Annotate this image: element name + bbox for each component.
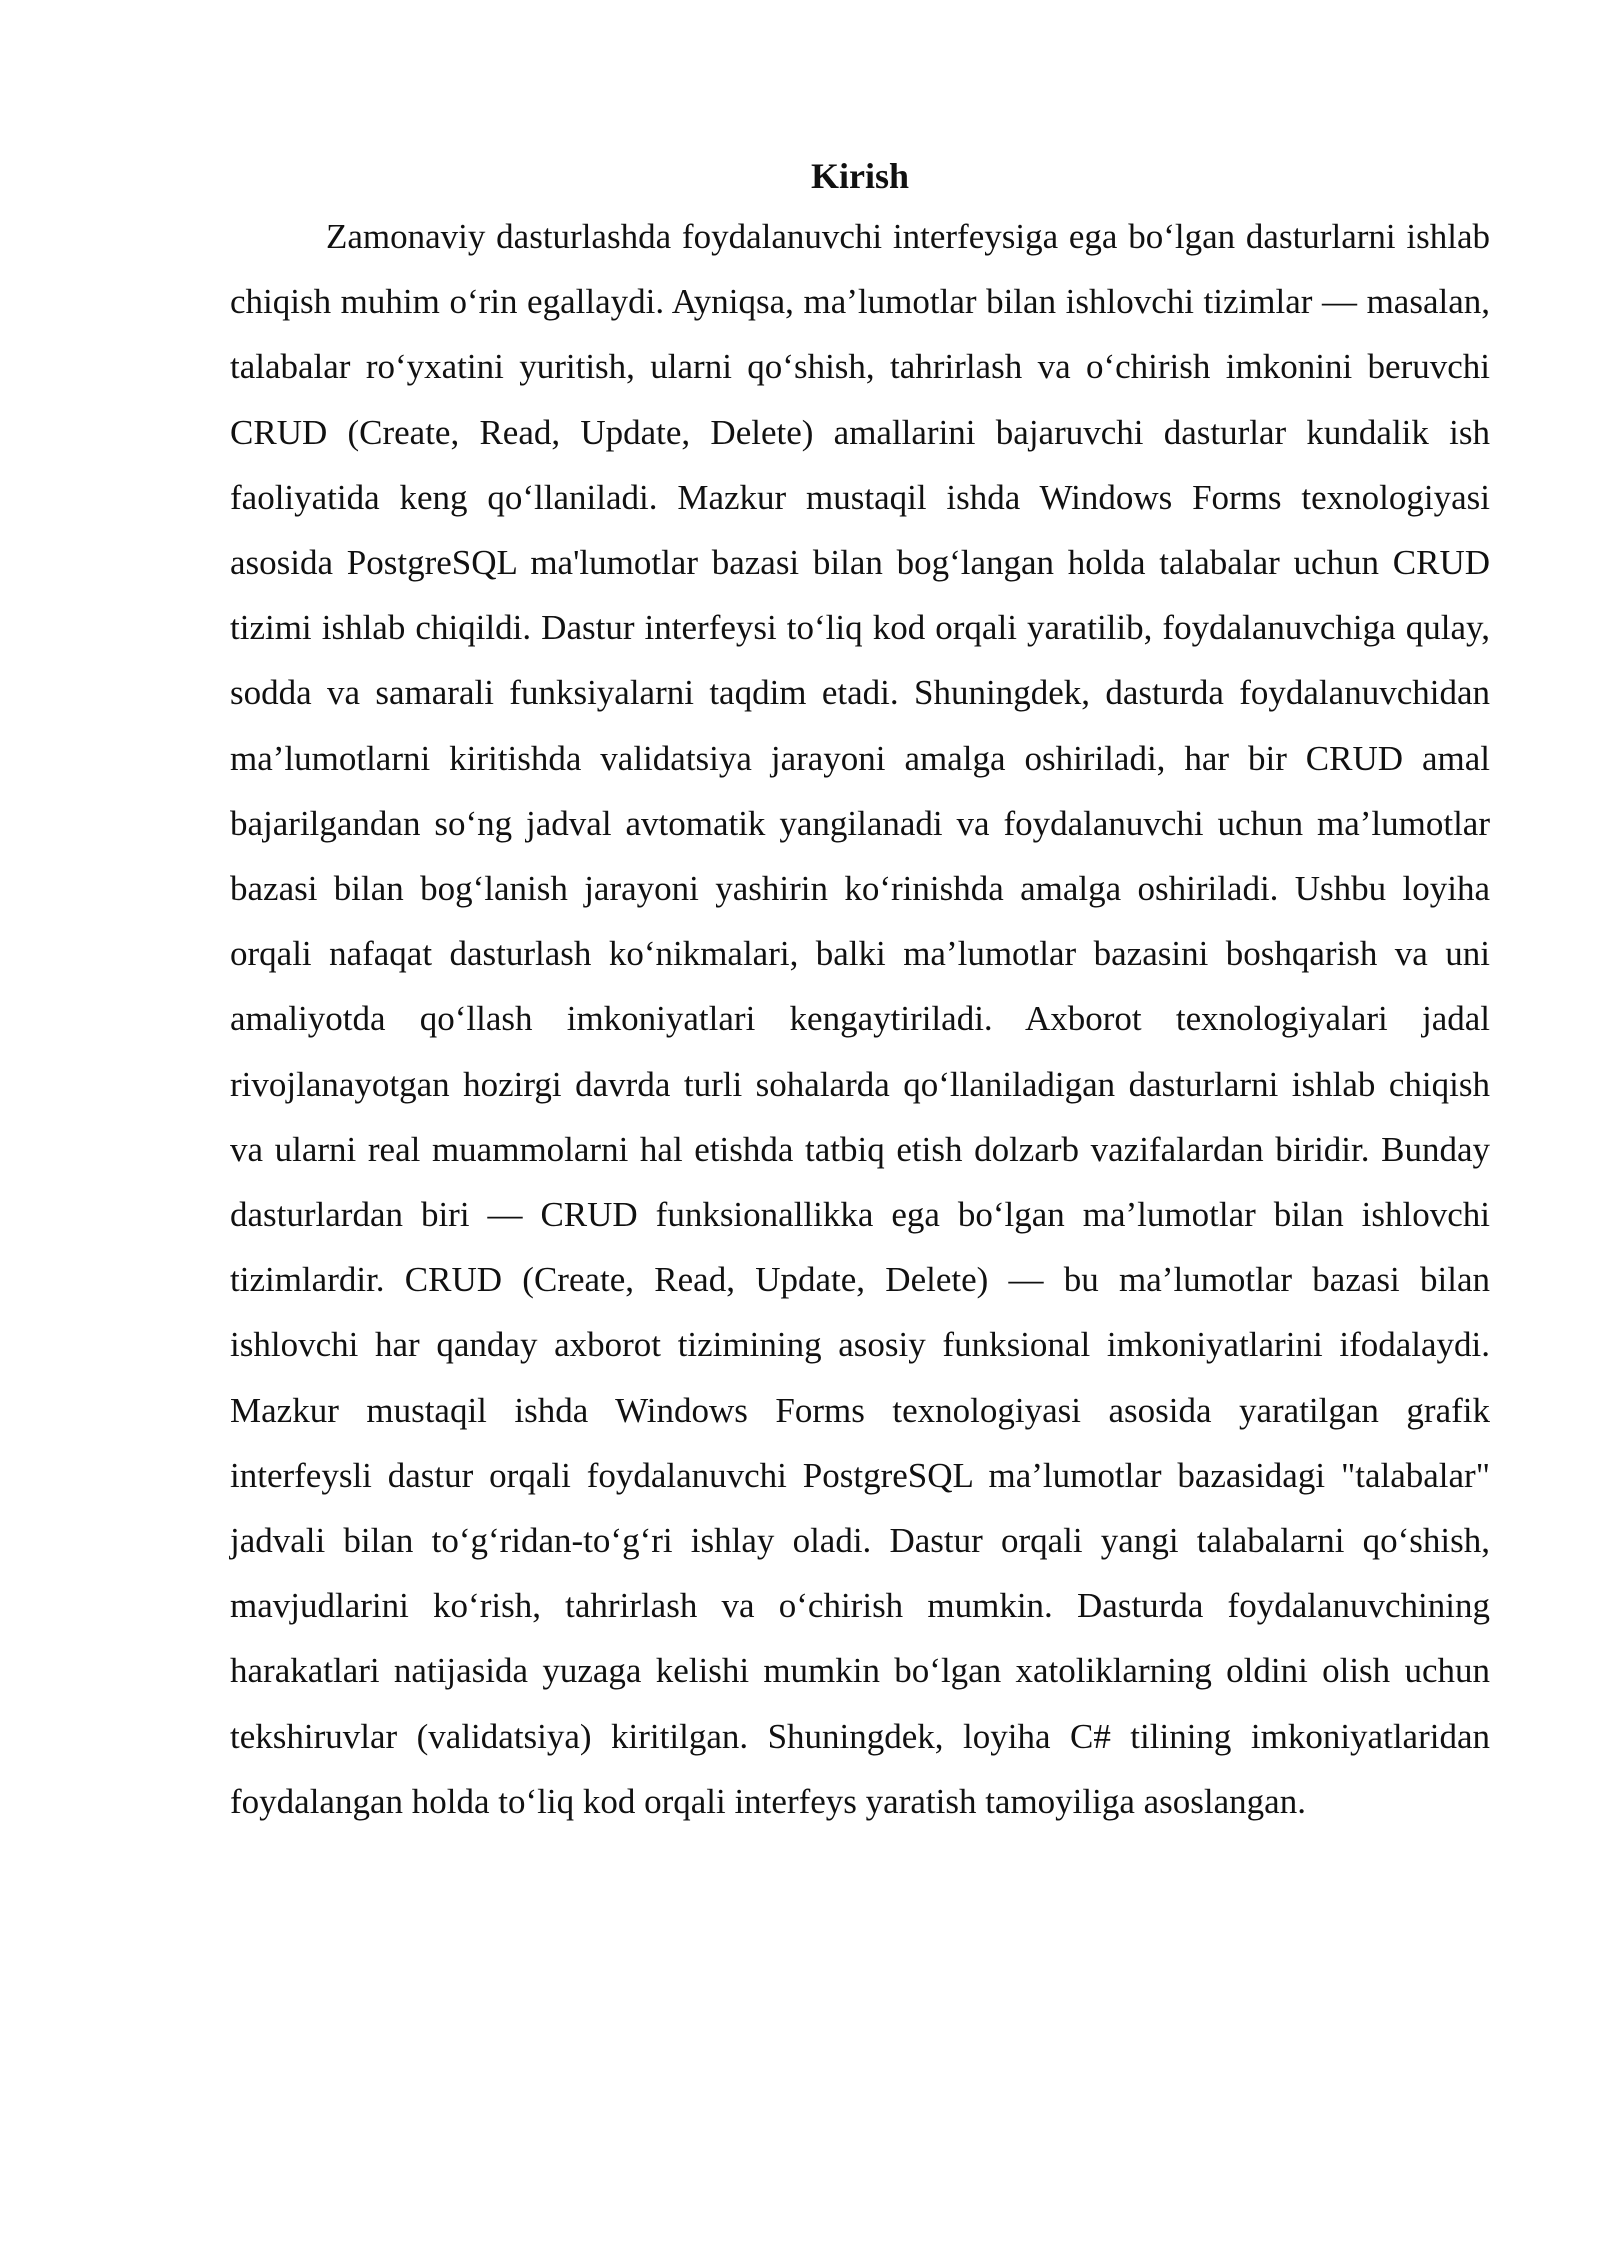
document-title: Kirish	[810, 156, 909, 196]
document-page	[230, 148, 1490, 1834]
body-paragraph: Zamonaviy dasturlashda foydalanuvchi interfeysiga ega boʻlgan dasturlarni ishlab chiqish muhim oʻrin egallaydi. Ayniqsa, ma’lumotlar bilan ishlovchi tizimlar — masalan, talabalar roʻyxatini yuritish, ularni qoʻshish, tahrirlash va oʻchirish imkonini beruvchi CRUD (Create, Read, Update, Delete) amallarini bajaruvchi dasturlar kundalik ish faoliyatida keng qoʻllaniladi. Mazkur mustaqil ishda Windows Forms texnologiyasi asosida PostgreSQL ma'lumotlar bazasi bilan bogʻlangan holda talabalar uchun CRUD tizimi ishlab chiqildi. Dastur interfeysi toʻliq kod orqali yaratilib, foydalanuvchiga qulay, sodda va samarali funksiyalarni taqdim etadi. Shuningdek, dasturda foydalanuvchidan ma’lumotlarni kiritishda validatsiya jarayoni amalga oshiriladi, har bir CRUD amal bajarilgandan soʻng jadval avtomatik yangilanadi va foydalanuvchi uchun ma’lumotlar bazasi bilan bogʻlanish jarayoni yashirin koʻrinishda amalga oshiriladi. Ushbu loyiha orqali nafaqat dasturlash koʻnikmalari, balki ma’lumotlar bazasini boshqarish va uni amaliyotda qoʻllash imkoniyatlari kengaytiriladi. Axborot texnologiyalari jadal rivojlanayotgan hozirgi davrda turli sohalarda qoʻllaniladigan dasturlarni ishlab chiqish va ularni real muammolarni hal etishda tatbiq etish dolzarb vazifalardan biridir. Bunday dasturlardan biri — CRUD funksionallikka ega boʻlgan ma’lumotlar bilan ishlovchi tizimlardir. CRUD (Create, Read, Update, Delete) — bu ma’lumotlar bazasi bilan ishlovchi har qanday axborot tizimining asosiy funksional imkoniyatlarini ifodalaydi. Mazkur mustaqil ishda Windows Forms texnologiyasi asosida yaratilgan grafik interfeysli dastur orqali foydalanuvchi PostgreSQL ma’lumotlar bazasidagi "talabalar" jadvali bilan toʻgʻridan-toʻgʻri ishlay oladi. Dastur orqali yangi talabalarni qoʻshish, mavjudlarini koʻrish, tahrirlash va oʻchirish mumkin. Dasturda foydalanuvchining harakatlari natijasida yuzaga kelishi mumkin boʻlgan xatoliklarning oldini olish uchun tekshiruvlar (validatsiya) kiritilgan. Shuningdek, loyiha C# tilining imkoniyatlaridan foydalangan holda toʻliq kod orqali interfeys yaratish tamoyiliga asoslangan.	[230, 217, 1490, 1821]
